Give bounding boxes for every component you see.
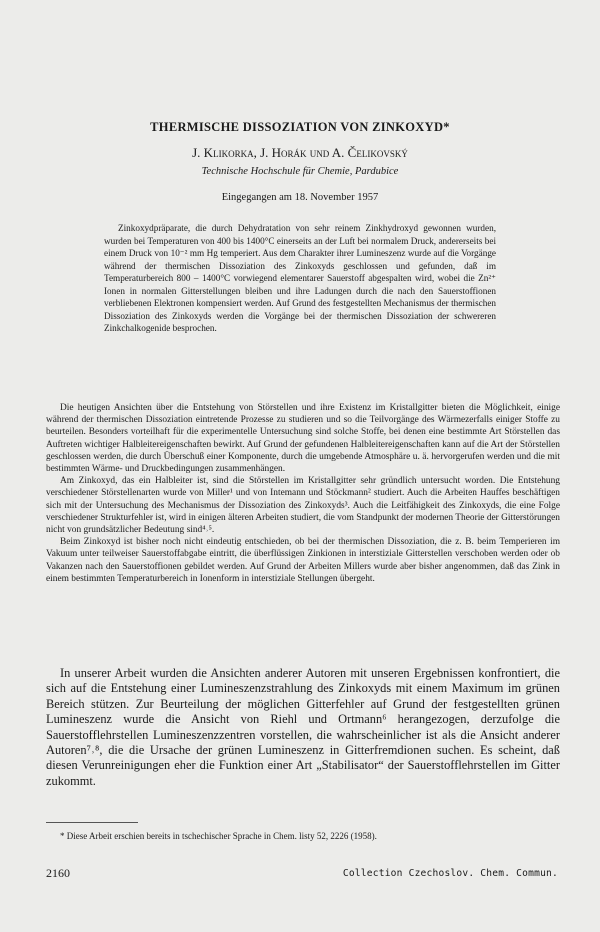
paragraph-3: Beim Zinkoxyd ist bisher noch nicht eindeutig entschieden, ob bei der thermischen Dissoziation, die z. B. beim Temperieren im Vakuum unter teilweiser Sauerstoffabgabe eintritt, die überflüssigen Zinkionen in interstiziale Gitterstellen verschoben werden oder ob Vakanzen nach den Sauerstoffionen gebildet werden. Auf Grund der Arbeiten Millers wurde aber bisher angenommen, daß das Zink in einem bestimmten Temperaturbereich in Ionenform in interstiziale Stellungen übergeht. (46, 537, 560, 584)
abstract: Zinkoxydpräparate, die durch Dehydratation von sehr reinem Zinkhydroxyd gewonnen wurden, wurden bei Temperaturen von 400 bis 1400°C einerseits an der Luft bei normalem Druck, andererseits bei einem Druck von 10⁻² mm Hg temperiert. Aus dem Charakter ihrer Lumineszenz wurde auf die Vorgänge während der thermischen Dissoziation des Zinkoxyds geschlossen und gefunden, daß im Temperaturbereich 800 – 1400°C vorwiegend elementarer Sauerstoff abgespalten wird, wobei die Zn²⁺ Ionen in normalen Gitterstellungen bleiben und ihre Ladungen durch die nach den Sauerstoffionen verbliebenen Elektronen kompensiert werden. Auf Grund des festgestellten Mechanismus der thermischen Dissoziation des Zinkoxyds werden die Vorgänge bei der thermischen Dissoziation der schwereren Zinkchalkogenide besprochen. (104, 223, 496, 334)
footnote: * Diese Arbeit erschien bereits in tschechischer Sprache in Chem. listy 52, 2226 (1958). (60, 831, 377, 841)
paragraph-2: Am Zinkoxyd, das ein Halbleiter ist, sind die Störstellen im Kristallgitter sehr gründlich untersucht worden. Die Entstehung verschiedener Störstellenarten wurde von Miller¹ und von Intemann und Stöckmann² studiert. Auch die Arbeiten Hauffes beschäftigen sich mit der Untersuchung des Mechanismus der Dissoziation des Zinkoxyds³. Auch die Leitfähigkeit des Zinkoxyds, die eine Folge verschiedener Strukturfehler ist, wird in einigen älteren Arbeiten studiert, die vom Standpunkt der modernen Theorie der Gitterstörungen nicht von grundsätzlicher Bedeutung sind⁴˒⁵. (46, 476, 560, 536)
article-title: THERMISCHE DISSOZIATION VON ZINKOXYD* (150, 120, 450, 134)
introduction-text (46, 402, 560, 585)
journal-name: Collection Czechoslov. Chem. Commun. (342, 868, 558, 879)
article-authors: J. Klikorka, J. Horák und A. Čelikovský (192, 145, 408, 160)
paragraph-4: In unserer Arbeit wurden die Ansichten anderer Autoren mit unseren Ergebnissen konfrontiert, die sich auf die Entstehung einer Lumineszenzstrahlung des Zinkoxyds mit einem Maximum im grünen Bereich stützen. Zur Beurteilung der möglichen Gitterfehler auf Grund der festgestellten grünen Lumineszenz wurde die Ansicht von Riehl und Ortmann⁶ herangezogen, derzufolge die Sauerstofflehrstellen Lumineszenzzentren vorstellen, die wahrscheinlicher ist als die Ansicht anderer Autoren⁷˒⁸, die die Ursache der grünen Lumineszenz in Gitterfremdionen suchen. Es scheint, daß diesen Verunreinigungen eher die Funktion einer Art „Stabilisator“ der Sauerstofflehrstellen im Gitter zukommt. (46, 666, 560, 788)
author-affiliation: Technische Hochschule für Chemie, Pardubice (201, 166, 399, 177)
paragraph-1: Die heutigen Ansichten über die Entstehung von Störstellen und ihre Existenz im Kristallgitter bieten die Möglichkeit, einige während der thermischen Dissoziation eintretende Prozesse zu studieren und so die Teilvorgänge des Wärmezerfalls einiger Stoffe zu beurteilen. Besonders vorteilhaft für die experimentelle Untersuchung sind solche Stoffe, bei denen eine bestimmte Art Störstellen das Auftreten wichtiger Halbleitereigenschaften bewirkt. Auf Grund der gefundenen Halbleitereigenschaften kann auf die Art der Störstellen geschlossen werden, die durch Überschuß einer Komponente, durch die umgebende Atmosphäre u. ä. hervorgerufen werden und die mit bestimmten Wärme- und Druckbedingungen zusammenhängen. (46, 403, 560, 475)
footnote-rule (46, 822, 138, 823)
received-date: Eingegangen am 18. November 1957 (221, 192, 379, 203)
page-number: 2160 (46, 866, 70, 880)
